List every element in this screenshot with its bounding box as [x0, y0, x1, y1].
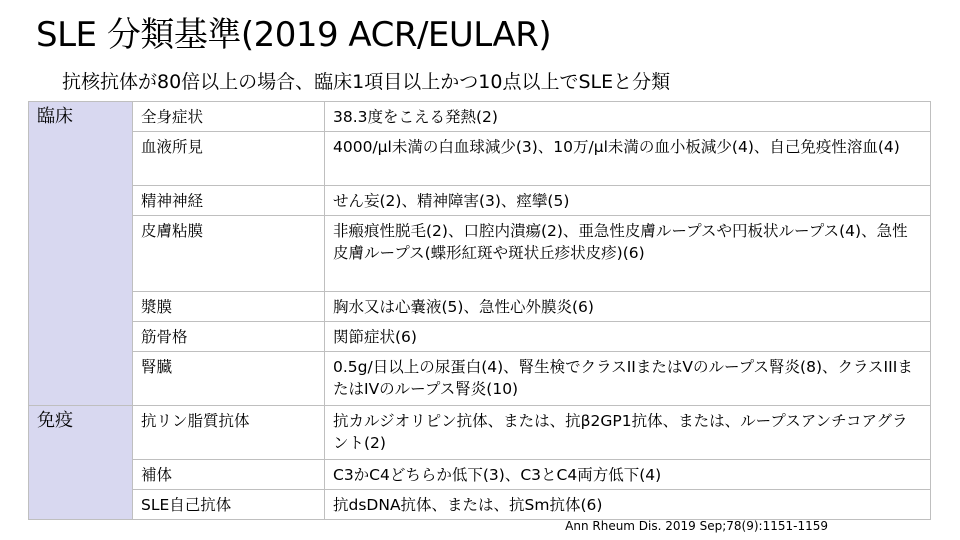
- table-row: [29, 216, 931, 292]
- item-description: 抗dsDNA抗体、または、抗Sm抗体(6): [325, 490, 931, 520]
- table-row: [29, 322, 931, 352]
- item-label: 全身症状: [133, 102, 325, 132]
- table-row: [29, 490, 931, 520]
- item-description: 関節症状(6): [325, 322, 931, 352]
- item-description: 抗カルジオリピン抗体、または、抗β2GP1抗体、または、ループスアンチコアグラント(2): [325, 406, 931, 460]
- item-description: せん妄(2)、精神障害(3)、痙攣(5): [325, 186, 931, 216]
- item-description: 4000/μl未満の白血球減少(3)、10万/μl未満の血小板減少(4)、自己免疫性溶血(4): [325, 132, 931, 186]
- item-label: 血液所見: [133, 132, 325, 186]
- item-label: 精神神経: [133, 186, 325, 216]
- table-row: [29, 132, 931, 186]
- table-row: [29, 292, 931, 322]
- table-row: [29, 102, 931, 132]
- item-label: 漿膜: [133, 292, 325, 322]
- table-row: [29, 186, 931, 216]
- item-description: 非瘢痕性脱毛(2)、口腔内潰瘍(2)、亜急性皮膚ループスや円板状ループス(4)、急性皮膚ループス(蝶形紅斑や斑状丘疹状皮疹)(6): [325, 216, 931, 292]
- item-label: 腎臓: [133, 352, 325, 406]
- item-label: 筋骨格: [133, 322, 325, 352]
- domain-label-clinical: 臨床: [29, 102, 133, 406]
- citation: Ann Rheum Dis. 2019 Sep;78(9):1151-1159: [565, 519, 828, 533]
- item-label: SLE自己抗体: [133, 490, 325, 520]
- item-description: C3かC4どちらか低下(3)、C3とC4両方低下(4): [325, 460, 931, 490]
- item-description: 38.3度をこえる発熱(2): [325, 102, 931, 132]
- item-label: 補体: [133, 460, 325, 490]
- item-label: 皮膚粘膜: [133, 216, 325, 292]
- item-description: 0.5g/日以上の尿蛋白(4)、腎生検でクラスIIまたはVのループス腎炎(8)、クラスIIIまたはIVのループス腎炎(10): [325, 352, 931, 406]
- item-description: 胸水又は心嚢液(5)、急性心外膜炎(6): [325, 292, 931, 322]
- domain-label-immunology: 免疫: [29, 406, 133, 520]
- item-label: 抗リン脂質抗体: [133, 406, 325, 460]
- criteria-table: [28, 101, 931, 520]
- table-row: [29, 460, 931, 490]
- table-row: [29, 352, 931, 406]
- table-row: [29, 406, 931, 460]
- slide-subtitle: 抗核抗体が80倍以上の場合、臨床1項目以上かつ10点以上でSLEと分類: [62, 71, 671, 93]
- slide-title: SLE 分類基準(2019 ACR/EULAR): [36, 15, 552, 55]
